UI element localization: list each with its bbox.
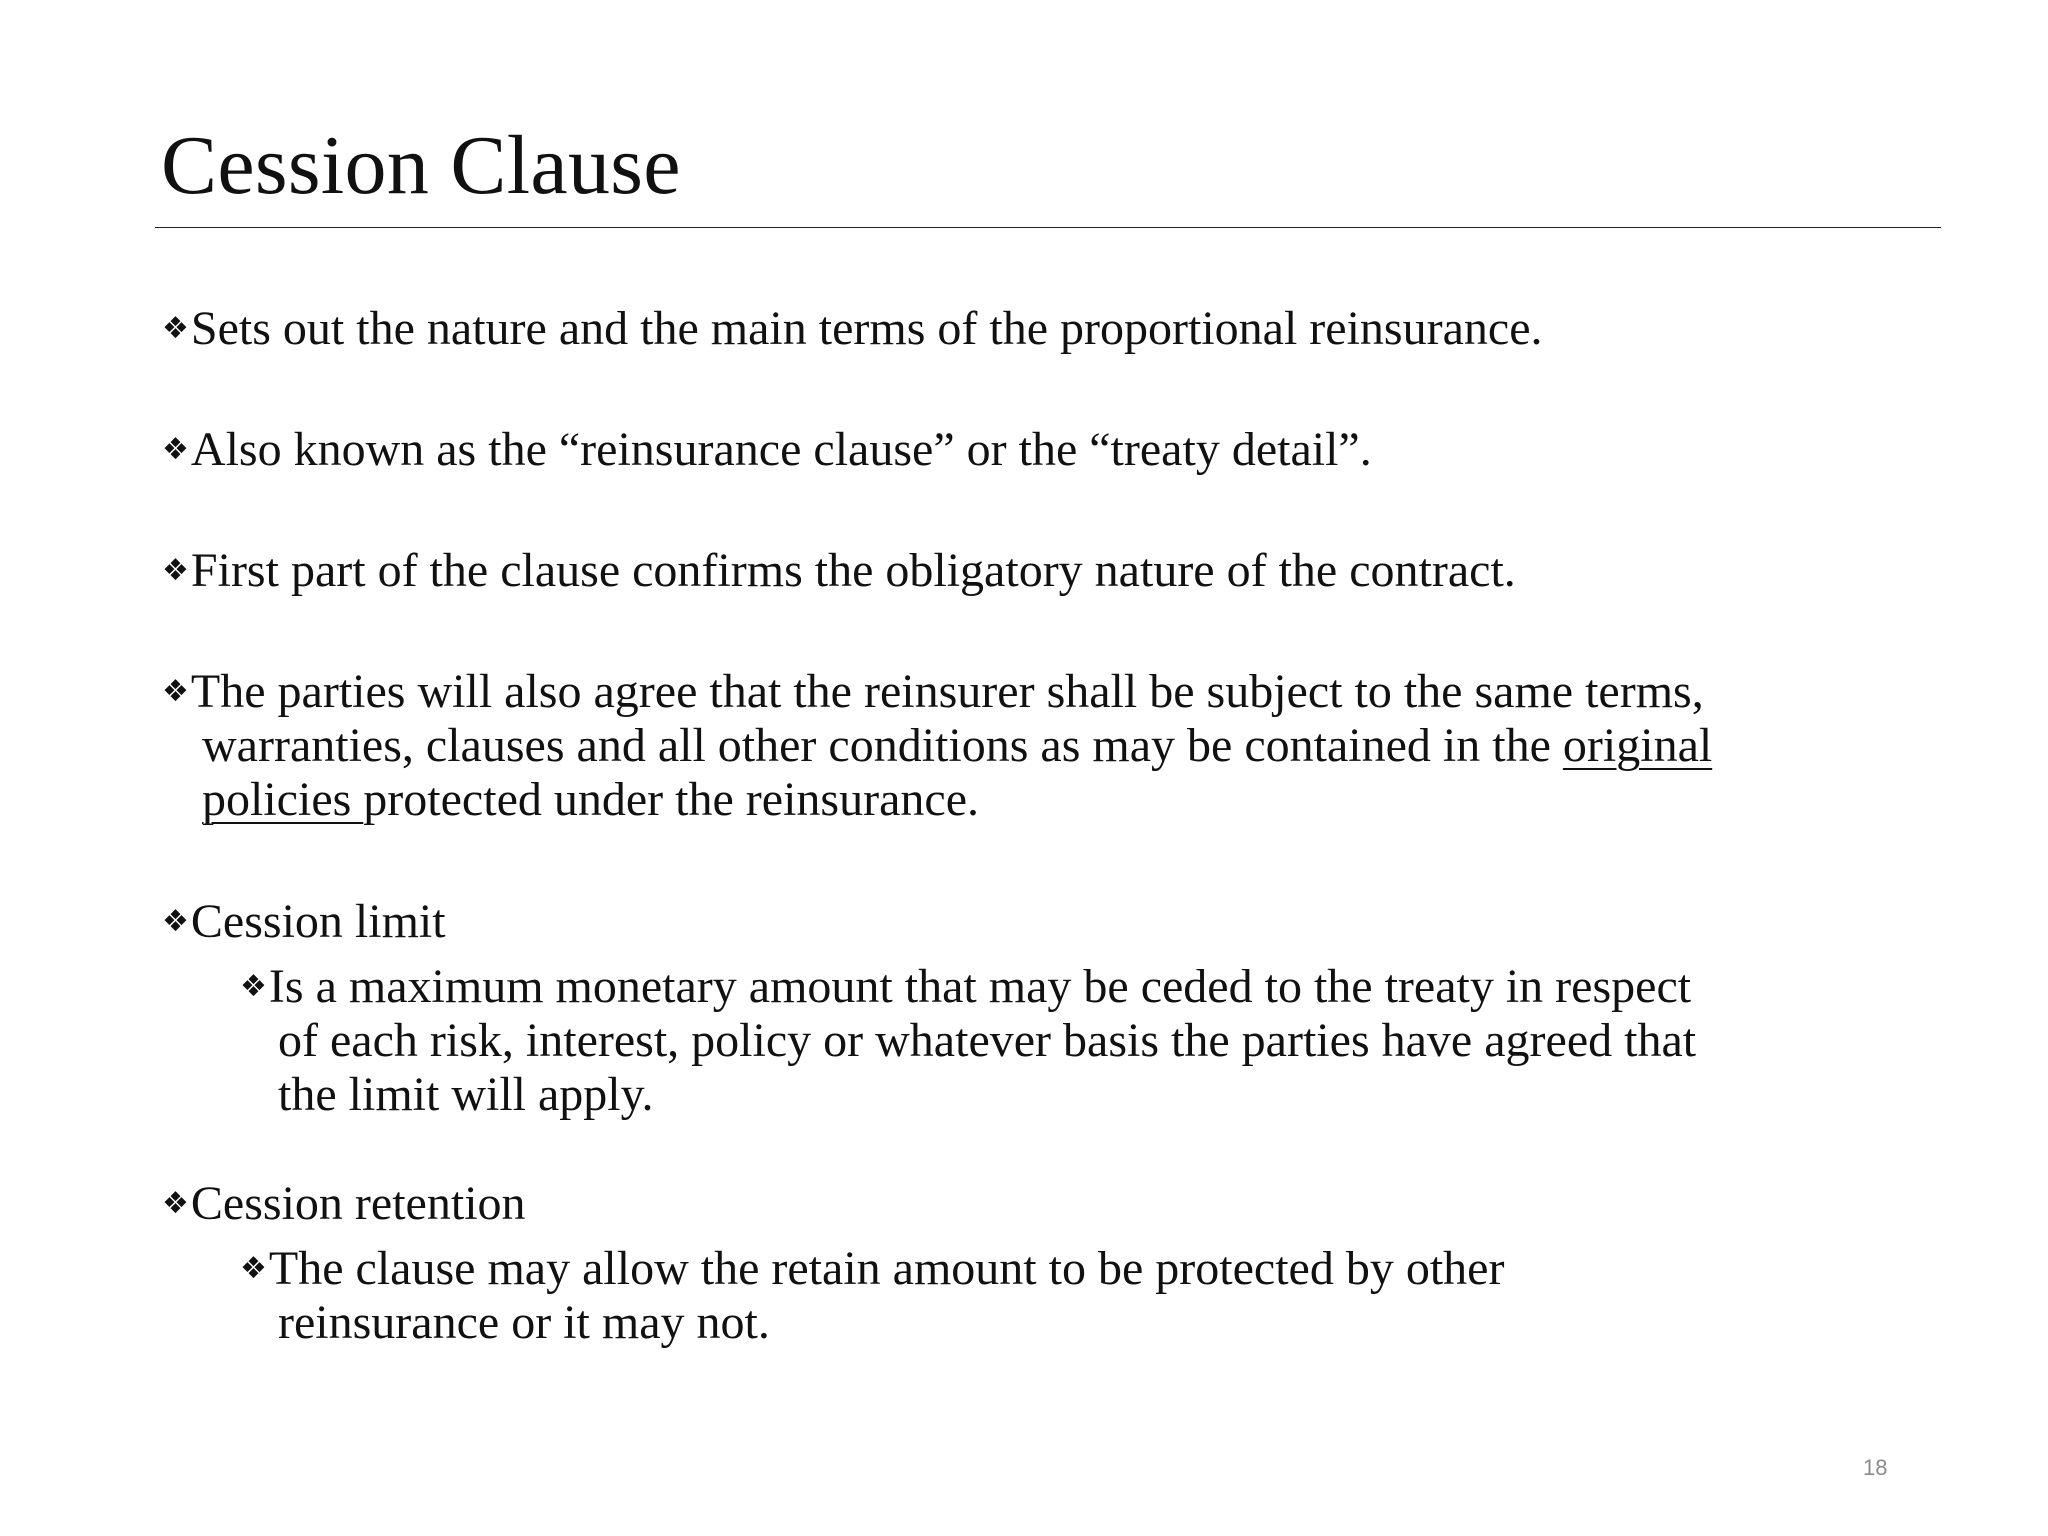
- bullet-text: Cession retention: [190, 1177, 526, 1230]
- sub-bullet-text-line: the limit will apply.: [278, 1068, 654, 1121]
- underlined-term: original: [1562, 719, 1713, 772]
- bullet-text: Also known as the “reinsurance clause” or the “treaty detail”.: [190, 423, 1372, 476]
- four-diamond-bullet-icon: ❖: [240, 969, 267, 1004]
- bullet-text: Cession limit: [190, 895, 446, 948]
- four-diamond-bullet-icon: ❖: [240, 1251, 267, 1286]
- four-diamond-bullet-icon: ❖: [162, 553, 189, 588]
- bullet-text: First part of the clause confirms the obligatory nature of the contract.: [190, 544, 1516, 597]
- bullet-item: [162, 895, 1922, 949]
- bullet-text-line: warranties, clauses and all other conditions as may be contained in the: [202, 719, 1563, 772]
- four-diamond-bullet-icon: ❖: [162, 311, 189, 346]
- underlined-term: policies: [202, 773, 364, 826]
- sub-bullet-text-line: of each risk, interest, policy or whatever basis the parties have agreed that: [278, 1014, 1697, 1067]
- page-title: Cession Clause: [161, 119, 681, 212]
- bullet-item: [162, 544, 1922, 598]
- sub-bullet-item: [240, 960, 1940, 1122]
- bullet-item: [162, 423, 1922, 477]
- bullet-item: [162, 665, 1922, 827]
- sub-bullet-item: [240, 1242, 1940, 1350]
- sub-bullet-text-line: reinsurance or it may not.: [278, 1296, 770, 1349]
- bullet-item: [162, 1177, 1922, 1231]
- page-number: 18: [1863, 1455, 1888, 1480]
- four-diamond-bullet-icon: ❖: [162, 1186, 189, 1221]
- four-diamond-bullet-icon: ❖: [162, 904, 189, 939]
- bullet-text-line: protected under the reinsurance.: [363, 773, 979, 826]
- four-diamond-bullet-icon: ❖: [162, 432, 189, 467]
- bullet-item: [162, 302, 1922, 356]
- four-diamond-bullet-icon: ❖: [162, 674, 189, 709]
- sub-bullet-text-line: The clause may allow the retain amount to be protected by other: [268, 1242, 1505, 1295]
- bullet-text: Sets out the nature and the main terms of the proportional reinsurance.: [190, 302, 1543, 355]
- title-divider: [155, 227, 1941, 228]
- bullet-text-line: The parties will also agree that the reinsurer shall be subject to the same terms,: [190, 665, 1704, 718]
- sub-bullet-text-line: Is a maximum monetary amount that may be ceded to the treaty in respect: [268, 960, 1692, 1013]
